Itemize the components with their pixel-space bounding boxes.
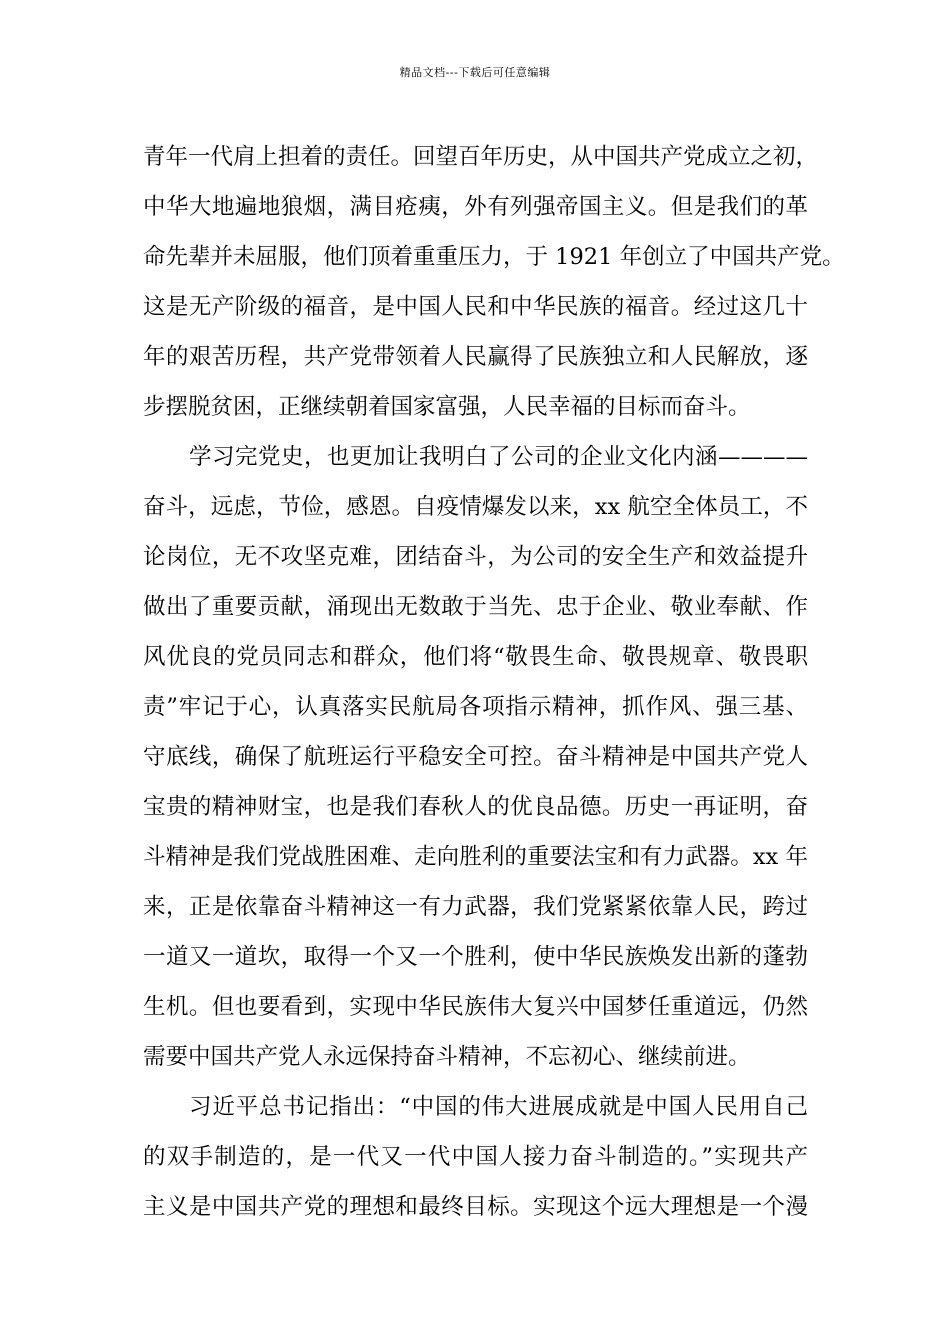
text-line: 一道又一道坎，取得一个又一个胜利，使中华民族焕发出新的蓬勃 — [143, 944, 808, 970]
paragraph-1 — [143, 132, 845, 432]
text-line: 风优良的党员同志和群众，他们将“敬畏生命、敬畏规章、敬畏职 — [143, 644, 808, 670]
text-line: 主义是中国共产党的理想和最终目标。实现这个远大理想是一个漫 — [143, 1194, 808, 1220]
text-line: 奋斗，远虑，节俭，感恩。自疫情爆发以来，xx 航空全体员工，不 — [143, 494, 808, 520]
text-line: 这是无产阶级的福音，是中国人民和中华民族的福音。经过这几十 — [143, 294, 808, 320]
text-line: 守底线，确保了航班运行平稳安全可控。奋斗精神是中国共产党人 — [143, 744, 808, 770]
page-header: 精品文档---下载后可任意编辑 — [399, 66, 551, 79]
body-text — [143, 132, 845, 1232]
text-line: 青年一代肩上担着的责任。回望百年历史，从中国共产党成立之初， — [143, 144, 819, 170]
text-line: 步摆脱贫困，正继续朝着国家富强，人民幸福的目标而奋斗。 — [143, 394, 751, 420]
text-line: 论岗位，无不攻坚克难，团结奋斗，为公司的安全生产和效益提升 — [143, 544, 808, 570]
text-line: 需要中国共产党人永远保持奋斗精神，不忘初心、继续前进。 — [143, 1044, 751, 1070]
text-line: 命先辈并未屈服，他们顶着重重压力，于 1921 年创立了中国共产党。 — [143, 244, 845, 270]
text-line: 年的艰苦历程，共产党带领着人民赢得了民族独立和人民解放，逐 — [143, 344, 808, 370]
text-line: 习近平总书记指出：“中国的伟大进展成就是中国人民用自己 — [189, 1094, 808, 1120]
text-line: 学习完党史，也更加让我明白了公司的企业文化内涵———— — [189, 444, 808, 470]
paragraph-2 — [143, 432, 808, 1082]
text-line: 来，正是依靠奋斗精神这一有力武器，我们党紧紧依靠人民，跨过 — [143, 894, 808, 920]
text-line: 生机。但也要看到，实现中华民族伟大复兴中国梦任重道远，仍然 — [143, 994, 808, 1020]
text-line: 做出了重要贡献，涌现出无数敢于当先、忠于企业、敬业奉献、作 — [143, 594, 808, 620]
text-line: 斗精神是我们党战胜困难、走向胜利的重要法宝和有力武器。xx 年 — [143, 844, 808, 870]
text-line: 中华大地遍地狼烟，满目疮痍，外有列强帝国主义。但是我们的革 — [143, 194, 808, 220]
text-line: 宝贵的精神财宝，也是我们春秋人的优良品德。历史一再证明，奋 — [143, 794, 808, 820]
text-line: 责”牢记于心，认真落实民航局各项指示精神，抓作风、强三基、 — [143, 694, 808, 720]
paragraph-3 — [143, 1082, 808, 1232]
text-line: 的双手制造的，是一代又一代中国人接力奋斗制造的。”实现共产 — [143, 1144, 808, 1170]
